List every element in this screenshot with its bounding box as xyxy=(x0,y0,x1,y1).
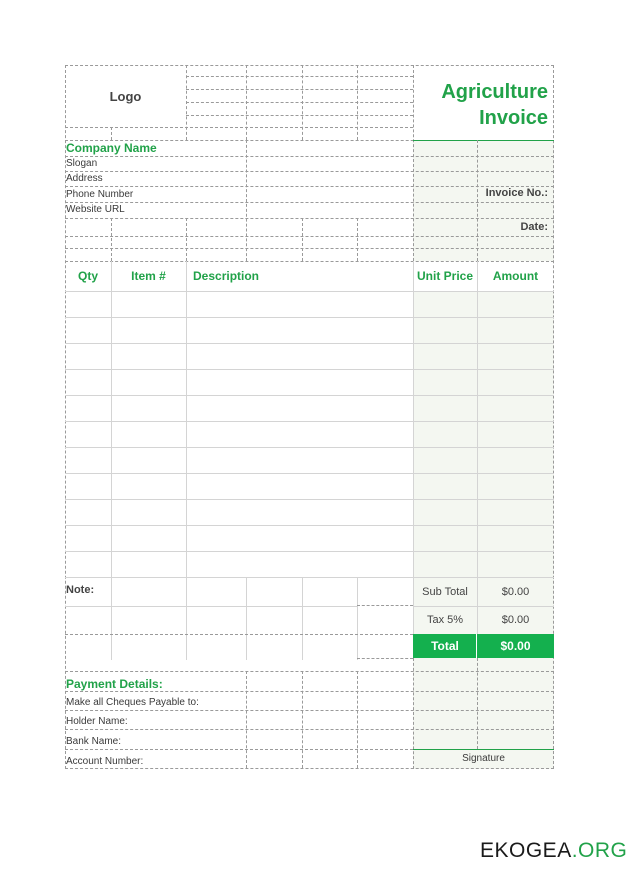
column-header-qty: Qty xyxy=(77,269,98,283)
logo-placeholder: Logo xyxy=(109,89,142,104)
brand-watermark xyxy=(480,840,627,861)
column-header-unit-price: Unit Price xyxy=(416,269,473,283)
brand-part-2: .ORG xyxy=(571,839,627,862)
holder-name-label: Holder Name: xyxy=(66,716,128,727)
meta-shade xyxy=(413,140,554,261)
company-website: Website URL xyxy=(66,204,125,215)
invoice-sheet xyxy=(65,65,554,769)
total-label: Total xyxy=(431,639,459,653)
total-bar xyxy=(413,634,554,658)
company-phone: Phone Number xyxy=(66,189,134,200)
cheques-payable-label: Make all Cheques Payable to: xyxy=(66,697,199,708)
date-label: Date: xyxy=(520,221,548,233)
subtotal-label: Sub Total xyxy=(422,585,468,598)
column-header-description: Description xyxy=(193,269,260,283)
tax-label: Tax 5% xyxy=(426,614,464,626)
company-name: Company Name xyxy=(66,141,157,155)
invoice-number-label: Invoice No.: xyxy=(485,187,548,199)
title-line-1: Agriculture xyxy=(441,81,548,103)
signature-label: Signature xyxy=(462,753,505,764)
column-header-item: Item # xyxy=(131,269,166,283)
bank-name-label: Bank Name: xyxy=(66,736,122,747)
payment-details-heading: Payment Details: xyxy=(66,677,163,691)
account-number-label: Account Number: xyxy=(66,756,144,767)
note-label: Note: xyxy=(66,584,95,596)
brand-part-1: EKOGEA xyxy=(480,839,572,862)
column-header-amount: Amount xyxy=(492,269,539,283)
company-slogan: Slogan xyxy=(66,158,98,169)
invoice-title xyxy=(441,79,548,131)
company-address: Address xyxy=(66,173,103,184)
title-line-2: Invoice xyxy=(479,107,548,129)
tax-value: $0.00 xyxy=(501,614,530,626)
total-value: $0.00 xyxy=(500,639,531,653)
subtotal-value: $0.00 xyxy=(501,585,530,598)
